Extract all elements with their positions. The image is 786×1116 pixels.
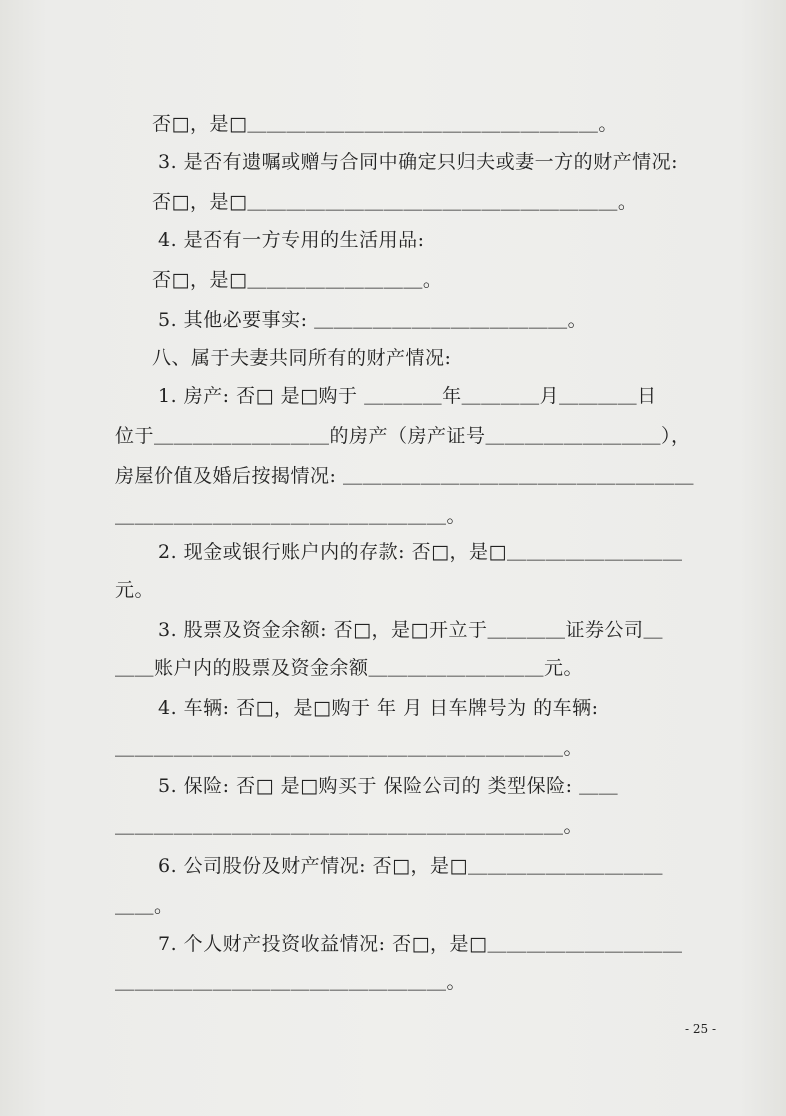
text-line: 4. 车辆: 否□，是□购于 年 月 日车牌号为 的车辆: (158, 697, 599, 719)
text-line: 5. 保险: 否□ 是□购买于 保险公司的 类型保险: ＿＿ (158, 775, 619, 797)
text-line: 5. 其他必要事实: ＿＿＿＿＿＿＿＿＿＿＿＿＿。 (158, 309, 588, 331)
text-line: 房屋价值及婚后按揭情况: ＿＿＿＿＿＿＿＿＿＿＿＿＿＿＿＿＿＿ (115, 465, 694, 487)
text-line: ＿＿＿＿＿＿＿＿＿＿＿＿＿＿＿＿＿＿＿＿＿＿＿。 (115, 737, 584, 759)
text-line: ＿＿＿＿＿＿＿＿＿＿＿＿＿＿＿＿＿＿＿＿＿＿＿。 (115, 815, 584, 837)
text-line: ＿＿账户内的股票及资金余额＿＿＿＿＿＿＿＿＿元。 (115, 657, 584, 679)
text-line: 元。 (115, 579, 155, 601)
text-line: 否□，是□＿＿＿＿＿＿＿＿＿。 (152, 269, 443, 291)
page-number: - 25 - (684, 1022, 716, 1036)
text-line: 1. 房产: 否□ 是□购于 ＿＿＿＿年＿＿＿＿月＿＿＿＿日 (158, 385, 657, 407)
text-line: ＿＿＿＿＿＿＿＿＿＿＿＿＿＿＿＿＿。 (115, 505, 467, 527)
text-line: 2. 现金或银行账户内的存款: 否□，是□＿＿＿＿＿＿＿＿＿ (158, 541, 683, 563)
text-line: ＿＿＿＿＿＿＿＿＿＿＿＿＿＿＿＿＿。 (115, 971, 467, 993)
text-line: 7. 个人财产投资收益情况: 否□，是□＿＿＿＿＿＿＿＿＿＿ (158, 933, 683, 955)
text-line: 6. 公司股份及财产情况: 否□，是□＿＿＿＿＿＿＿＿＿＿ (158, 855, 664, 877)
text-line: 3. 是否有遗嘱或赠与合同中确定只归夫或妻一方的财产情况: (158, 151, 679, 173)
section-heading: 八、属于夫妻共同所有的财产情况: (152, 347, 452, 369)
text-line: 3. 股票及资金余额: 否□，是□开立于＿＿＿＿证券公司＿ (158, 619, 664, 641)
text-line: 4. 是否有一方专用的生活用品: (158, 229, 425, 251)
text-line: 否□，是□＿＿＿＿＿＿＿＿＿＿＿＿＿＿＿＿＿＿＿。 (152, 191, 638, 213)
text-line: ＿＿。 (115, 895, 174, 917)
text-line: 位于＿＿＿＿＿＿＿＿＿的房产（房产证号＿＿＿＿＿＿＿＿＿）， (115, 425, 691, 447)
text-line: 否□，是□＿＿＿＿＿＿＿＿＿＿＿＿＿＿＿＿＿＿。 (152, 113, 618, 135)
